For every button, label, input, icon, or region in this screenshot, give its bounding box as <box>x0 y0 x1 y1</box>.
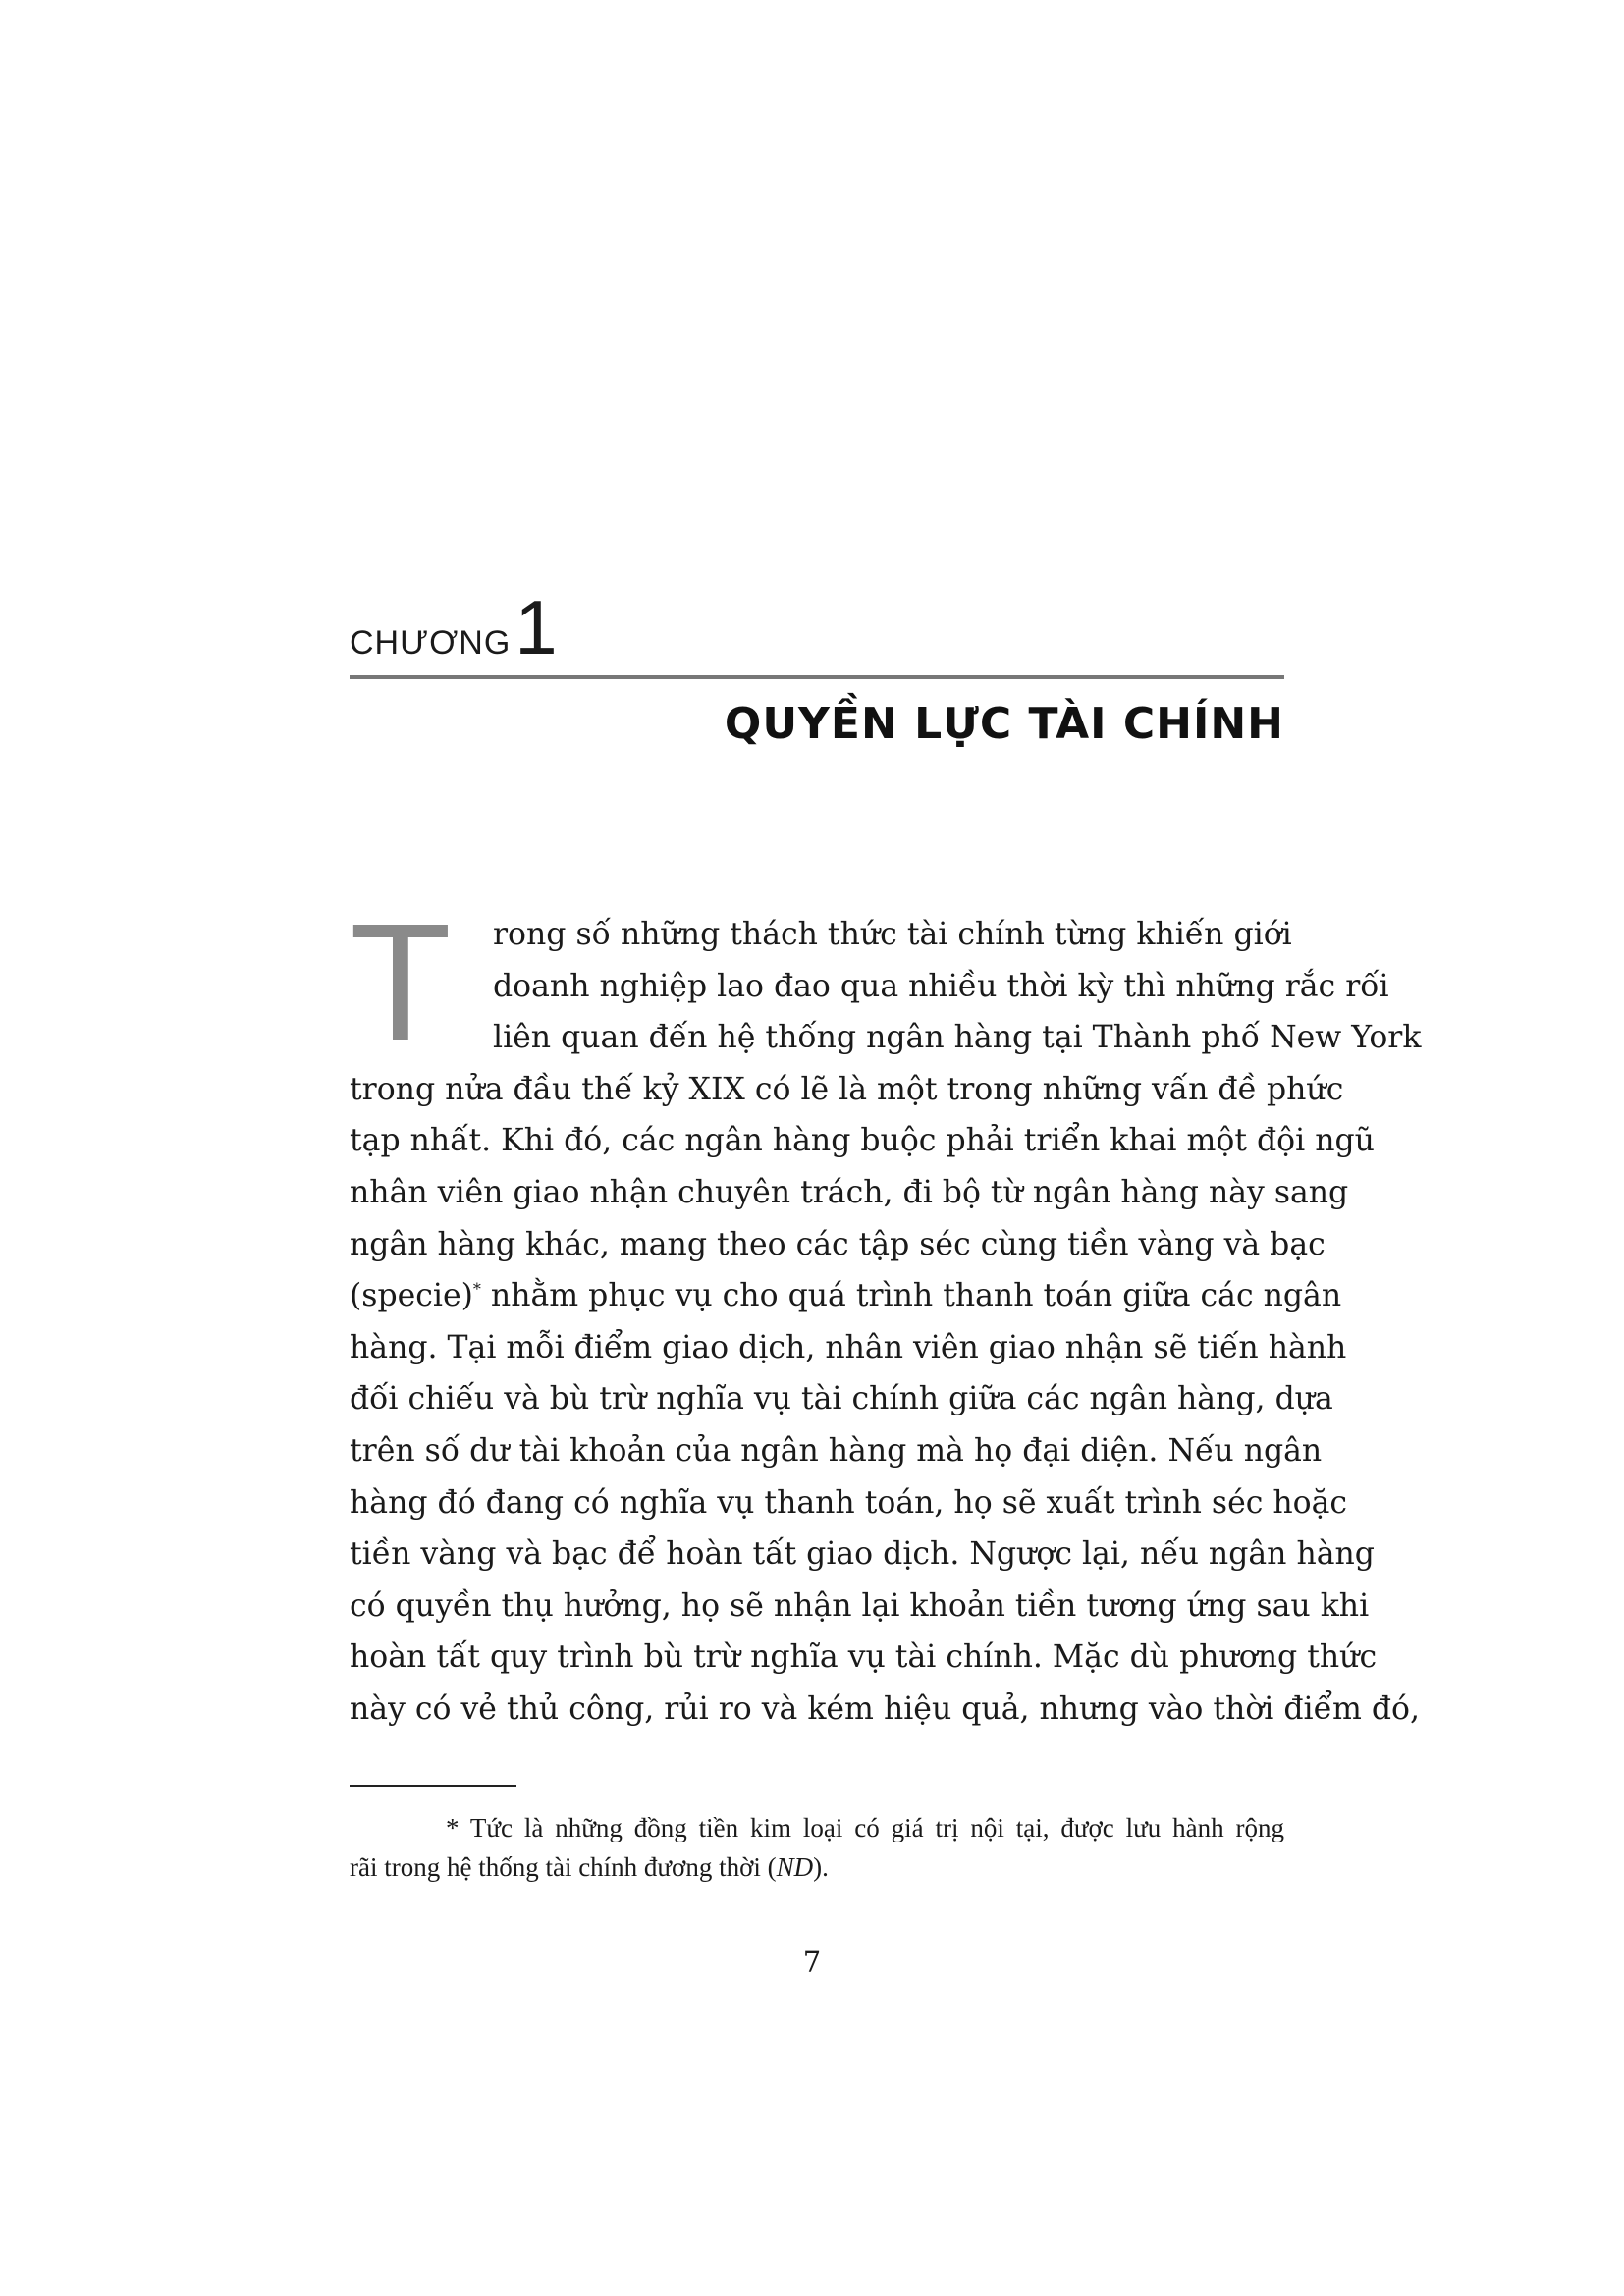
body-line: đối chiếu và bù trừ nghĩa vụ tài chính giữa các ngân hàng, dựa <box>350 1381 1333 1417</box>
body-line: này có vẻ thủ công, rủi ro và kém hiệu quả, nhưng vào thời điểm đó, <box>350 1690 1421 1727</box>
body-line: nhân viên giao nhận chuyên trách, đi bộ từ ngân hàng này sang <box>350 1174 1349 1210</box>
footnote <box>350 1808 1284 1887</box>
chapter-divider <box>350 675 1284 679</box>
footnote-divider <box>350 1785 516 1787</box>
body-line: tiền vàng và bạc để hoàn tất giao dịch. Ngược lại, nếu ngân hàng <box>350 1536 1375 1573</box>
body-line-segment: (specie) <box>350 1278 473 1314</box>
body-line: hoàn tất quy trình bù trừ nghĩa vụ tài chính. Mặc dù phương thức <box>350 1639 1378 1676</box>
footnote-marker[interactable]: * <box>472 1279 481 1299</box>
body-line: liên quan đến hệ thống ngân hàng tại Thành phố New York <box>493 1020 1422 1056</box>
footnote-abbreviation: ND <box>776 1852 814 1882</box>
body-line: ngân hàng khác, mang theo các tập séc cùng tiền vàng và bạc <box>350 1226 1326 1262</box>
chapter-heading <box>350 584 558 670</box>
footnote-line <box>350 1847 1284 1887</box>
chapter-number: 1 <box>514 584 558 670</box>
body-line: hàng. Tại mỗi điểm giao dịch, nhân viên giao nhận sẽ tiến hành <box>350 1329 1347 1365</box>
body-line-segment: nhằm phục vụ cho quá trình thanh toán giữa các ngân <box>480 1278 1342 1314</box>
drop-cap: T <box>350 889 452 1076</box>
body-line: có quyền thụ hưởng, họ sẽ nhận lại khoản tiền tương ứng sau khi <box>350 1587 1370 1624</box>
footnote-text: ). <box>813 1852 829 1882</box>
body-paragraph <box>350 889 1422 1735</box>
body-line: doanh nghiệp lao đao qua nhiều thời kỳ thì những rắc rối <box>493 968 1389 1004</box>
footnote-line: * Tức là những đồng tiền kim loại có giá trị nội tại, được lưu hành rộng <box>446 1813 1284 1842</box>
footnote-text: rãi trong hệ thống tài chính đương thời ( <box>350 1852 777 1882</box>
chapter-title: QUYỀN LỰC TÀI CHÍNH <box>724 699 1284 749</box>
body-line: hàng đó đang có nghĩa vụ thanh toán, họ sẽ xuất trình séc hoặc <box>350 1484 1348 1521</box>
body-line: trên số dư tài khoản của ngân hàng mà họ đại diện. Nếu ngân <box>350 1432 1323 1468</box>
chapter-label: CHƯƠNG <box>350 624 512 662</box>
body-line-with-footnote-marker <box>350 1270 1342 1322</box>
page-number: 7 <box>802 1946 822 1979</box>
body-line: rong số những thách thức tài chính từng khiến giới <box>493 917 1292 952</box>
body-line: trong nửa đầu thế kỷ XIX có lẽ là một trong những vấn đề phức <box>350 1071 1344 1107</box>
body-line: tạp nhất. Khi đó, các ngân hàng buộc phải triển khai một đội ngũ <box>350 1123 1375 1159</box>
